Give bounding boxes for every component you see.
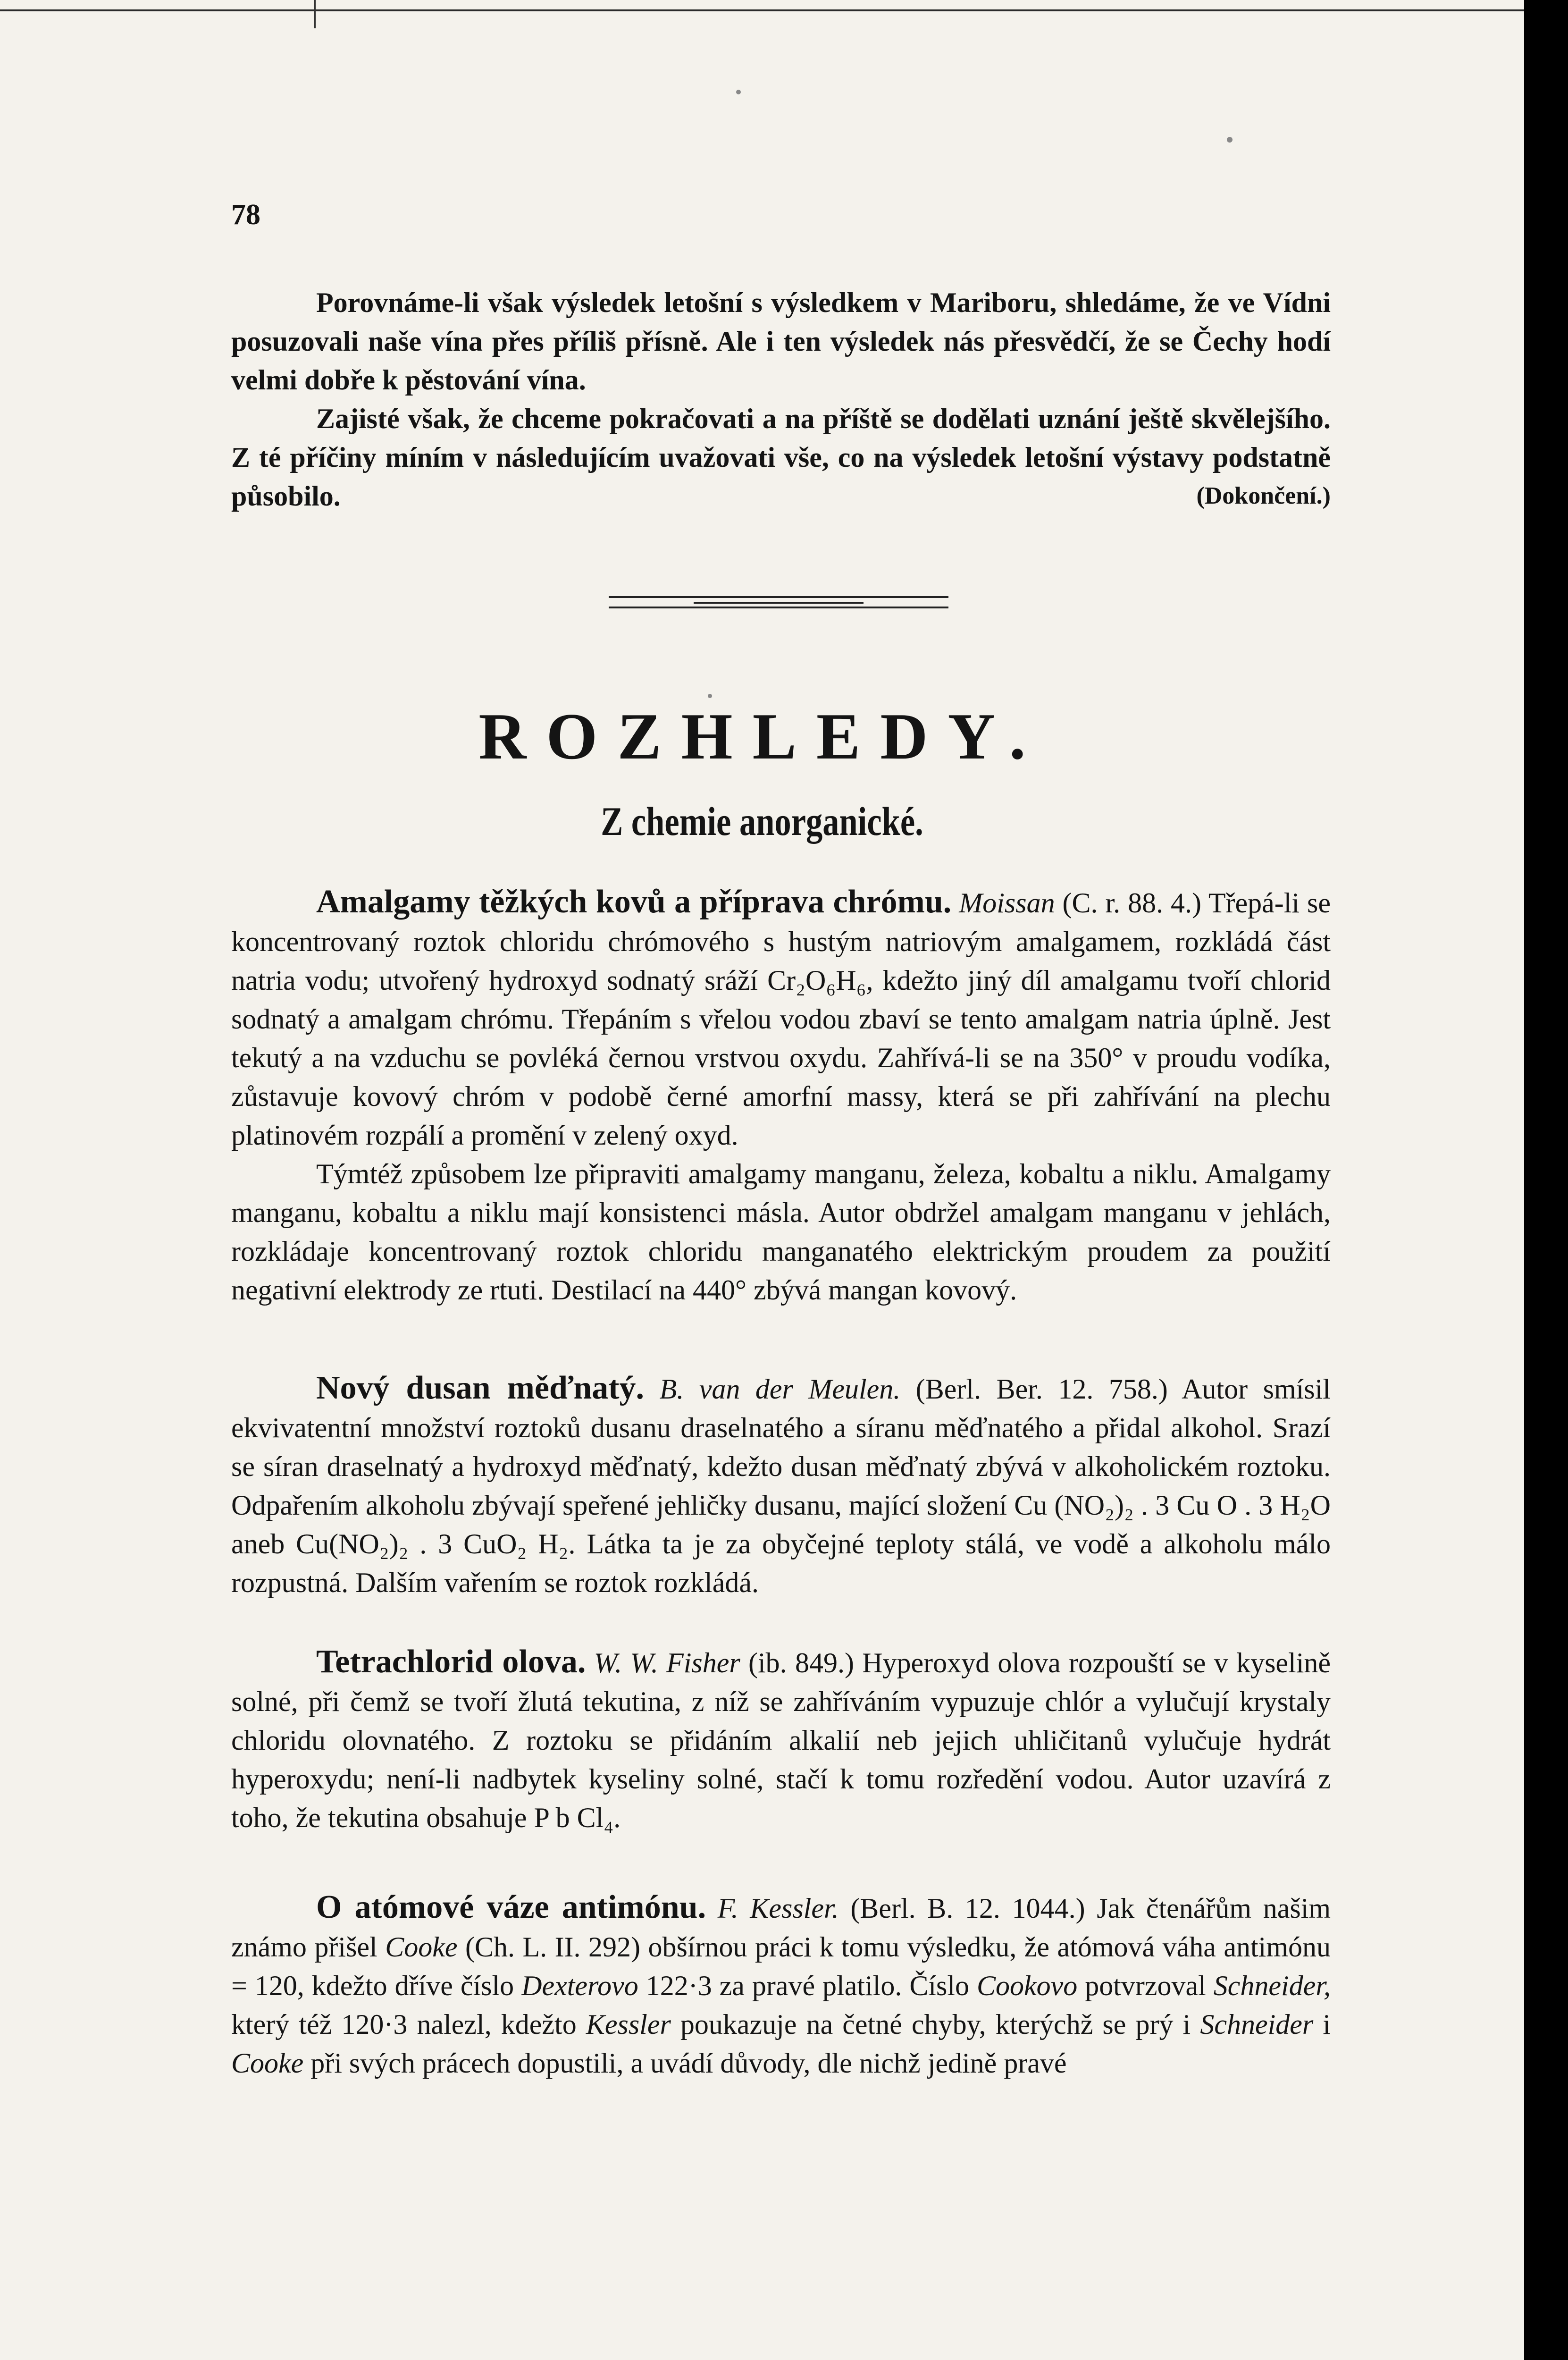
person-name: Kessler <box>586 2009 671 2040</box>
article-amalgamy-paragraph-2: Týmtéž způsobem lze připraviti amalgamy manganu, železa, kobaltu a niklu. Amalgamy manganu, kobaltu a niklu mají konsistenci másla. Autor obdržel amalgam manganu v jehlách, rozkládaje koncentrovaný roztok chloridu manganatého elektrickým proudem za použití negativní elektrody ze rtuti. Destilací na 440° zbývá mangan kovový. <box>231 1158 1331 1306</box>
article-olovo <box>231 1643 1331 1837</box>
dust-speck <box>1227 137 1233 143</box>
article-body: (Ch. L. II. 292) obšírnou práci k tomu výsledku, že atómová váha antimónu = 120, kdežto dříve číslo <box>231 1931 1331 2001</box>
article-body: Třepá-li se koncentrovaný roztok chloridu chrómového s hustým natriovým amalgamem, rozkládá část natria vodu; utvořený hydroxyd sodnatý sráží <box>231 887 1331 996</box>
intro-paragraph-2 <box>231 399 1331 515</box>
article-reference: (C. r. 88. 4.) <box>1062 887 1202 919</box>
article-olovo-paragraph <box>231 1643 1331 1837</box>
chemical-formula: P b Cl₄. <box>534 1802 621 1833</box>
person-name: Schneider <box>1200 2009 1314 2040</box>
person-name: Cooke <box>385 1931 458 1963</box>
article-body: poukazuje na četné chyby, kterýchž se prý i <box>680 2009 1191 2040</box>
article-body: Hyperoxyd olova rozpouští se v kyselině solné, při čemž se tvoří žlutá tekutina, z níž se zahříváním vypuzuje chlór a vylučují krystaly chloridu olovnatého. Z roztoku se přidáním alkalií neb jejich uhličitanů vylučuje hydrát hyperoxydu; není-li nadbytek kyseliny solné, stačí k tomu rozředění vodou. Autor uzavírá z toho, že tekutina obsahuje <box>231 1647 1331 1833</box>
section-subtitle: Z chemie anorganické. <box>601 799 923 844</box>
dust-speck <box>708 694 712 698</box>
article-body: aneb <box>231 1528 285 1559</box>
article-antimon <box>231 1888 1331 2082</box>
article-body: i <box>1323 2009 1331 2040</box>
intro-paragraph-1: Porovnáme-li však výsledek letošní s výsledkem v Mariboru, shledáme, že ve Vídni posuzovali naše vína přes příliš přísně. Ale i ten výsledek nás přesvědčí, že se Čechy hodí velmi dobře k pěstování vína. <box>231 287 1331 396</box>
article-body: v proudu vodíka, zůstavuje kovový chróm v podobě černé amorfní massy, která se při zahřívání na plechu platinovém rozpálí a promění v zelený oxyd. <box>231 1042 1331 1151</box>
scan-mark <box>314 0 316 28</box>
divider-rule <box>609 596 948 598</box>
section-divider <box>609 592 948 611</box>
divider-rule <box>609 607 948 608</box>
article-author: F. Kessler. <box>717 1893 839 1924</box>
person-name: Schneider, <box>1213 1970 1331 2001</box>
person-name: Cookovo <box>976 1970 1078 2001</box>
article-heading: Tetrachlorid olova. <box>316 1644 586 1680</box>
article-body: Autor smísil ekvivatentní množství roztoků dusanu draselnatého a síranu měďnatého a přidal alkohol. Srazí se síran draselnatý a hydroxyd měďnatý, kdežto dusan měďnatý zbývá v alkoholickém roztoku. Odpařením alkoholu zbývají speřené jehličky dusanu, mající složení <box>231 1374 1331 1521</box>
article-body: Látka ta je za obyčejné teploty stálá, ve vodě a alkoholu málo rozpustná. Dalším vařením se roztok rozkládá. <box>231 1528 1331 1598</box>
section-title: ROZHLEDY. <box>478 700 1046 773</box>
chemical-formula: Cr₂O₆H₆, <box>767 965 873 996</box>
article-amalgamy-paragraph <box>231 883 1331 1155</box>
article-reference: (Berl. Ber. 12. 758.) <box>915 1374 1168 1405</box>
article-reference: (ib. 849.) <box>748 1647 854 1678</box>
article-body: Jak čtenářům našim známo přišel <box>231 1893 1331 1963</box>
article-body: kdežto jiný díl amalgamu tvoří chlorid sodnatý a amalgam chrómu. Třepáním s vřelou vodou zbaví se tento amalgam natria úplně. Jest tekutý a na vzduchu se povléká černou vrstvou oxydu. Zahřívá-li se na 350° <box>231 965 1331 1073</box>
article-body: 122·3 za pravé platilo. Číslo <box>646 1970 970 2001</box>
article-body: který též 120·3 nalezl, kdežto <box>231 2009 577 2040</box>
divider-rule <box>694 602 864 604</box>
intro-block <box>231 283 1331 515</box>
person-name: Dexterovo <box>521 1970 638 2001</box>
article-body: potvrzoval <box>1085 1970 1206 2001</box>
continued-note: (Dokončení.) <box>1196 482 1331 509</box>
article-antimon-paragraph <box>231 1888 1331 2082</box>
dust-speck <box>736 90 741 94</box>
chemical-formula: Cu(NO₂)₂ . 3 CuO₂ H₂. <box>296 1528 576 1559</box>
intro-paragraph-2-text: Zajisté však, že chceme pokračovati a na příště se dodělati uznání ještě skvělejšího. Z té příčiny míním v následujícím uvažovati vše, co na výsledek letošní výstavy podstatně působilo. <box>231 403 1331 512</box>
article-heading: Amalgamy těžkých kovů a příprava chrómu. <box>316 884 952 920</box>
chemical-formula: Cu (NO₂)₂ . 3 Cu O . 3 H₂O <box>1014 1490 1331 1521</box>
article-reference: (Berl. B. 12. 1044.) <box>850 1893 1085 1924</box>
person-name: Cooke <box>231 2048 304 2079</box>
article-body: při svých prácech dopustili, a uvádí důvody, dle nichž jedině pravé <box>310 2048 1067 2079</box>
page-number: 78 <box>231 199 260 231</box>
article-heading: Nový dusan měďnatý. <box>316 1370 645 1406</box>
article-heading: O atómové váze antimónu. <box>316 1889 706 1925</box>
article-author: B. van der Meulen. <box>659 1374 901 1405</box>
article-dusan <box>231 1369 1331 1602</box>
article-author: W. W. Fisher <box>594 1647 740 1678</box>
article-dusan-paragraph <box>231 1369 1331 1602</box>
article-author: Moissan <box>959 887 1055 919</box>
scan-top-edge <box>0 9 1524 11</box>
article-amalgamy <box>231 883 1331 1309</box>
